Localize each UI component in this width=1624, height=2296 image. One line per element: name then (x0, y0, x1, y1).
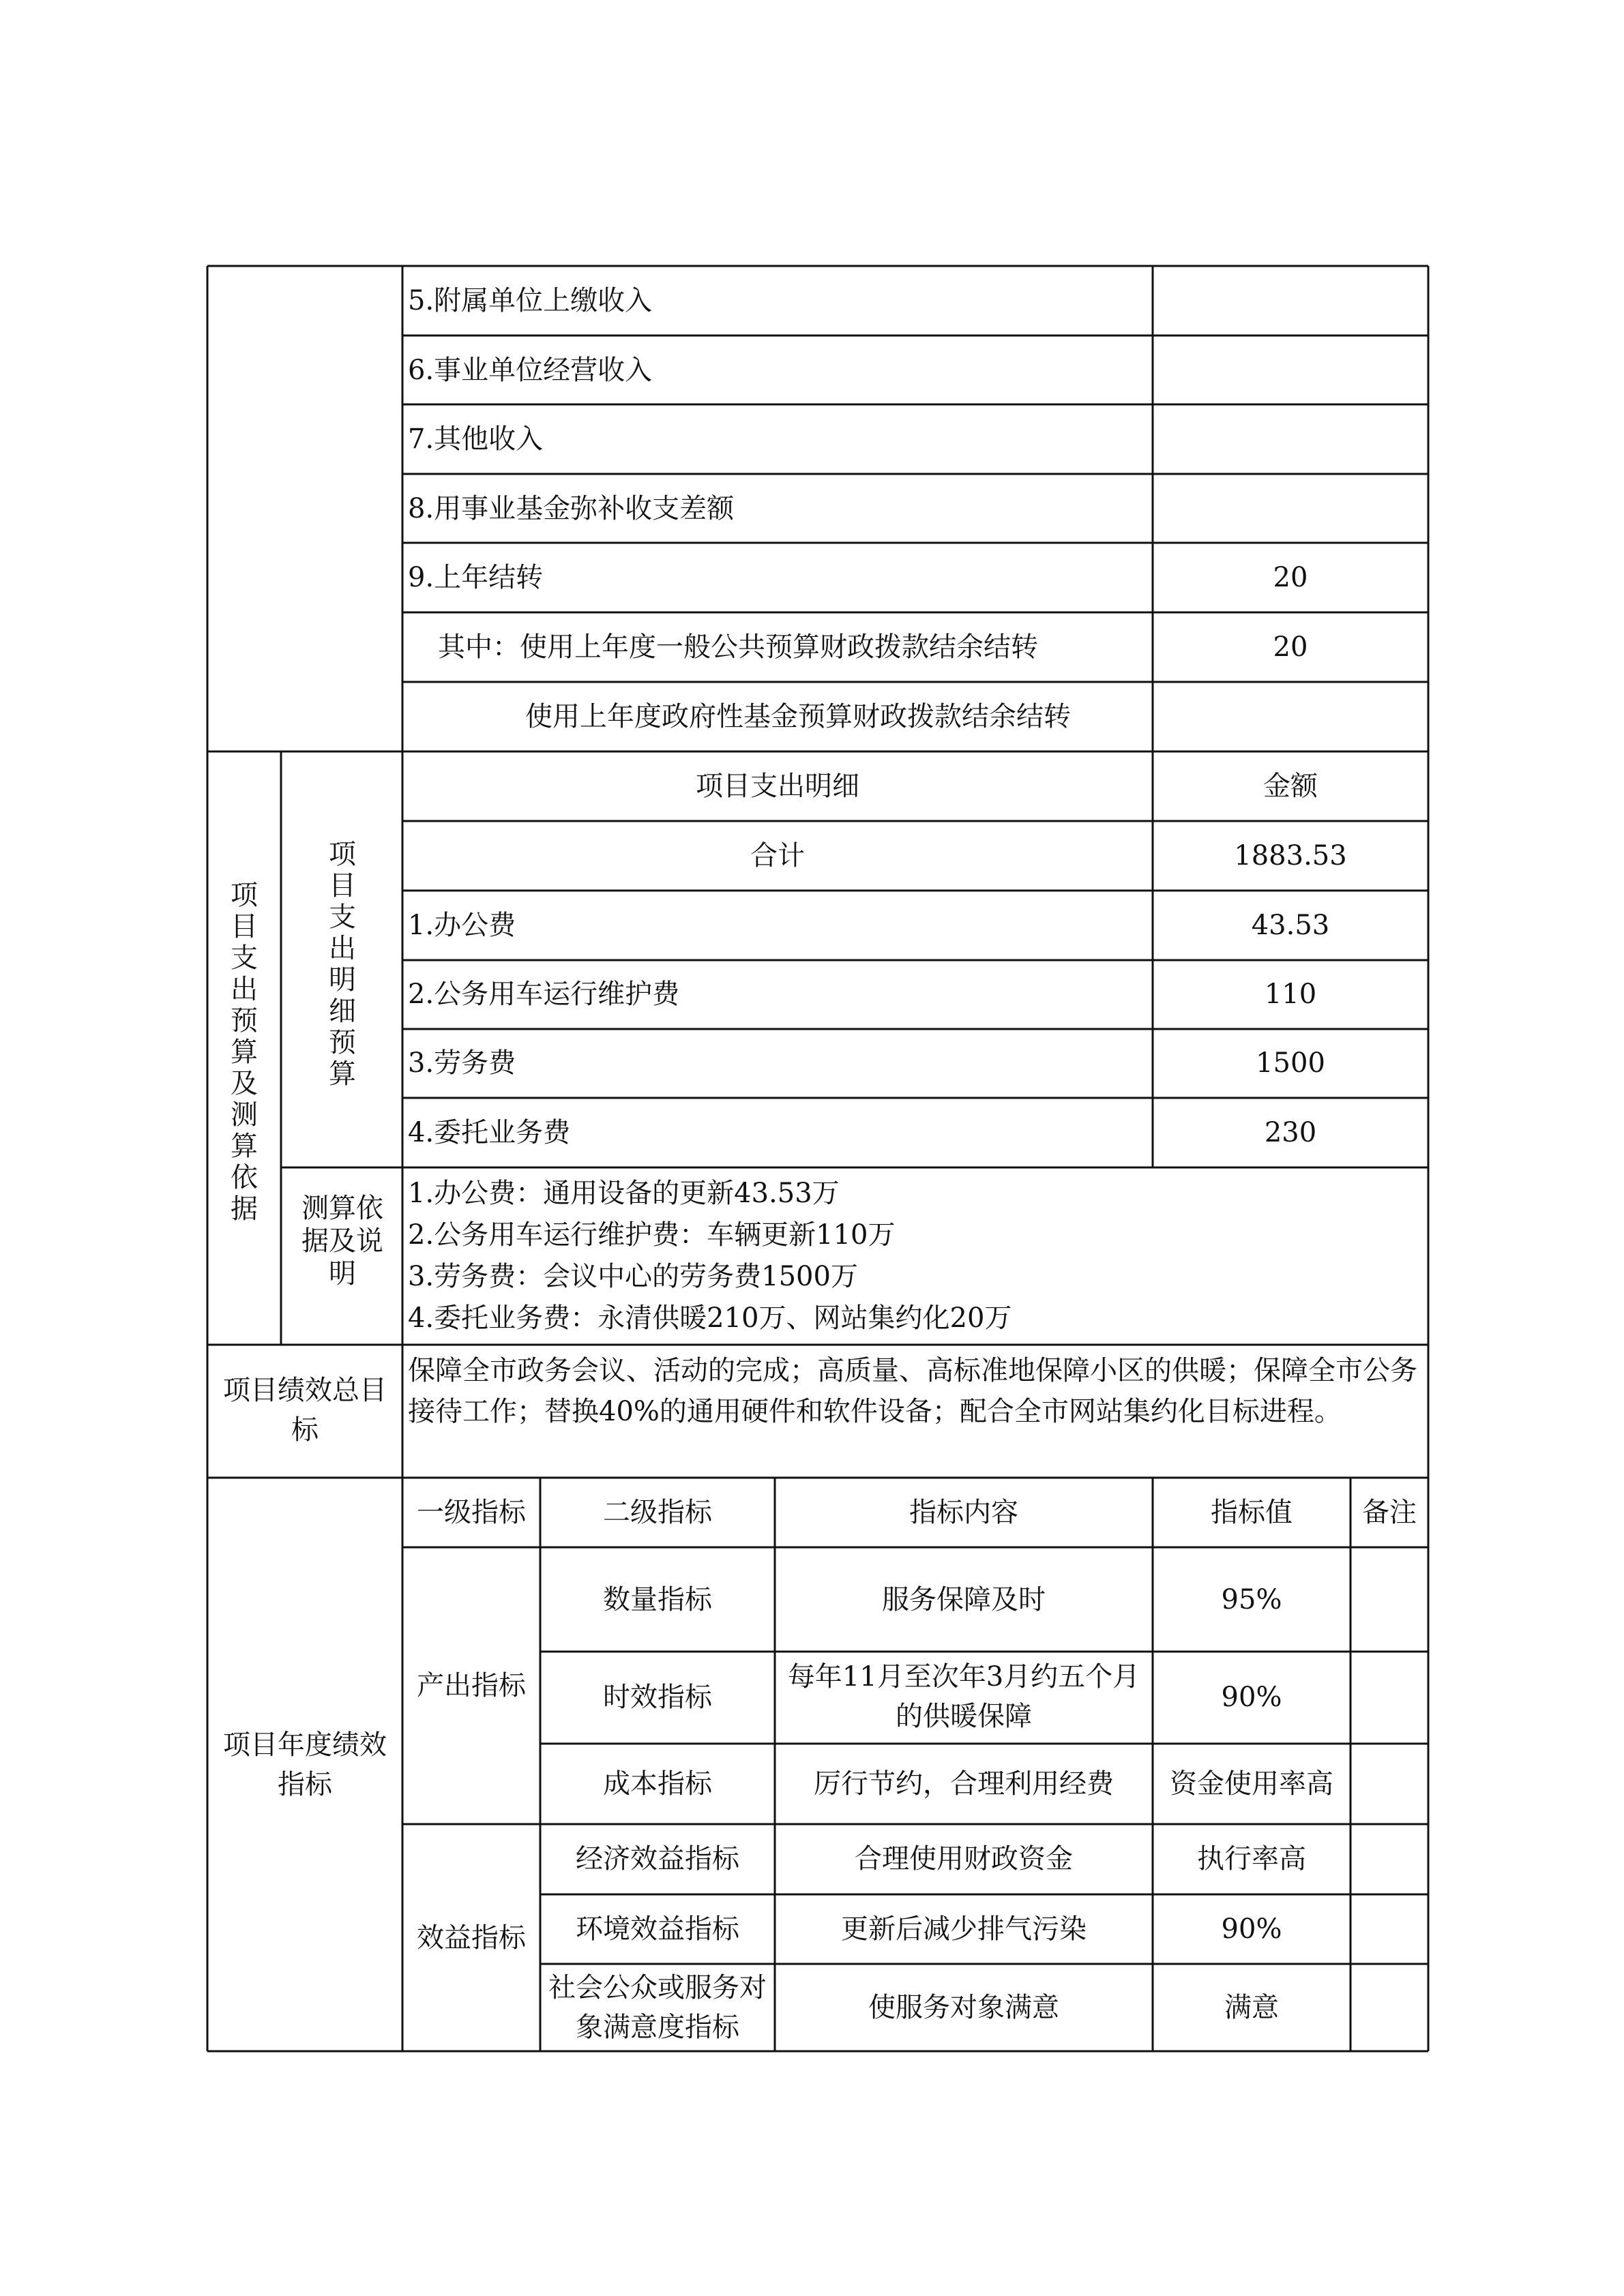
benefit-indicator-label: 效益指标 (417, 1922, 526, 1954)
benefit-row-content: 合理使用财政资金 (855, 1843, 1073, 1875)
expense-total-label: 合计 (750, 840, 805, 871)
header-value: 指标值 (1211, 1497, 1293, 1528)
benefit-row-value: 90% (1221, 1913, 1282, 1945)
expense-header-amount: 金额 (1263, 771, 1318, 802)
output-row-value: 95% (1221, 1584, 1282, 1615)
income-label-6: 6.事业单位经营收入 (408, 355, 653, 386)
output-row-value: 90% (1221, 1682, 1282, 1713)
benefit-row-value: 满意 (1224, 1992, 1279, 2023)
header-content: 指标内容 (909, 1497, 1018, 1528)
basis-label: 测算依据及说明 (301, 1193, 383, 1289)
expense-row-amount-4: 230 (1264, 1117, 1317, 1148)
income-label-7: 7.其他收入 (408, 423, 544, 455)
output-row-content: 每年11月至次年3月约五个月的供暖保障 (787, 1661, 1140, 1732)
output-indicator-label: 产出指标 (417, 1670, 526, 1701)
output-row-level2: 成本指标 (603, 1768, 712, 1800)
expense-detail-label: 项目支出明细预算 (329, 839, 356, 1090)
benefit-row-level2: 经济效益指标 (576, 1843, 739, 1875)
output-row-value: 资金使用率高 (1170, 1768, 1333, 1800)
expense-row-label-1: 1.办公费 (408, 910, 516, 941)
income-label-9: 9.上年结转 (408, 562, 544, 593)
benefit-row-level2: 社会公众或服务对象满意度指标 (548, 1972, 767, 2043)
benefit-row-value: 执行率高 (1197, 1843, 1306, 1875)
expense-row-label-2: 2.公务用车运行维护费 (408, 979, 680, 1010)
benefit-row-level2: 环境效益指标 (576, 1913, 739, 1945)
expense-section-label: 项目支出预算及测算依据 (231, 880, 258, 1225)
income-amount-9: 20 (1273, 562, 1308, 593)
expense-row-label-4: 4.委托业务费 (408, 1117, 571, 1148)
goal-label: 项目绩效总目标 (223, 1375, 387, 1446)
benefit-row-content: 使服务对象满意 (868, 1992, 1059, 2023)
output-row-level2: 数量指标 (603, 1584, 712, 1615)
income-amount-carryover-general: 20 (1273, 631, 1308, 663)
income-label-5: 5.附属单位上缴收入 (408, 285, 653, 316)
basis-line-1: 1.办公费：通用设备的更新43.53万 (408, 1178, 840, 1209)
header-note: 备注 (1362, 1497, 1417, 1528)
output-row-level2: 时效指标 (603, 1682, 712, 1713)
output-row-content: 服务保障及时 (882, 1584, 1046, 1615)
header-level2: 二级指标 (603, 1497, 712, 1528)
expense-row-amount-2: 110 (1264, 979, 1317, 1010)
basis-line-3: 3.劳务费：会议中心的劳务费1500万 (408, 1261, 858, 1292)
benefit-row-content: 更新后减少排气污染 (841, 1913, 1087, 1945)
expense-row-label-3: 3.劳务费 (408, 1047, 516, 1079)
expense-header-item: 项目支出明细 (696, 771, 859, 802)
income-label-carryover-fund: 使用上年度政府性基金预算财政拨款结余结转 (525, 701, 1071, 732)
income-label-8: 8.用事业基金弥补收支差额 (408, 493, 735, 524)
basis-line-2: 2.公务用车运行维护费：车辆更新110万 (408, 1219, 896, 1251)
output-row-content: 厉行节约，合理利用经费 (814, 1768, 1114, 1800)
goal-text: 保障全市政务会议、活动的完成；高质量、高标准地保障小区的供暖；保障全市公务接待工作；替换40%的通用硬件和软件设备；配合全市网站集约化目标进程。 (408, 1355, 1417, 1427)
expense-row-amount-3: 1500 (1256, 1047, 1325, 1079)
header-level1: 一级指标 (417, 1497, 526, 1528)
expense-total-amount: 1883.53 (1234, 840, 1347, 871)
indicators-section-label: 项目年度绩效指标 (223, 1729, 387, 1800)
basis-line-4: 4.委托业务费：永清供暖210万、网站集约化20万 (408, 1302, 1012, 1334)
expense-row-amount-1: 43.53 (1251, 910, 1330, 941)
income-label-carryover-general: 其中：使用上年度一般公共预算财政拨款结余结转 (438, 631, 1038, 663)
